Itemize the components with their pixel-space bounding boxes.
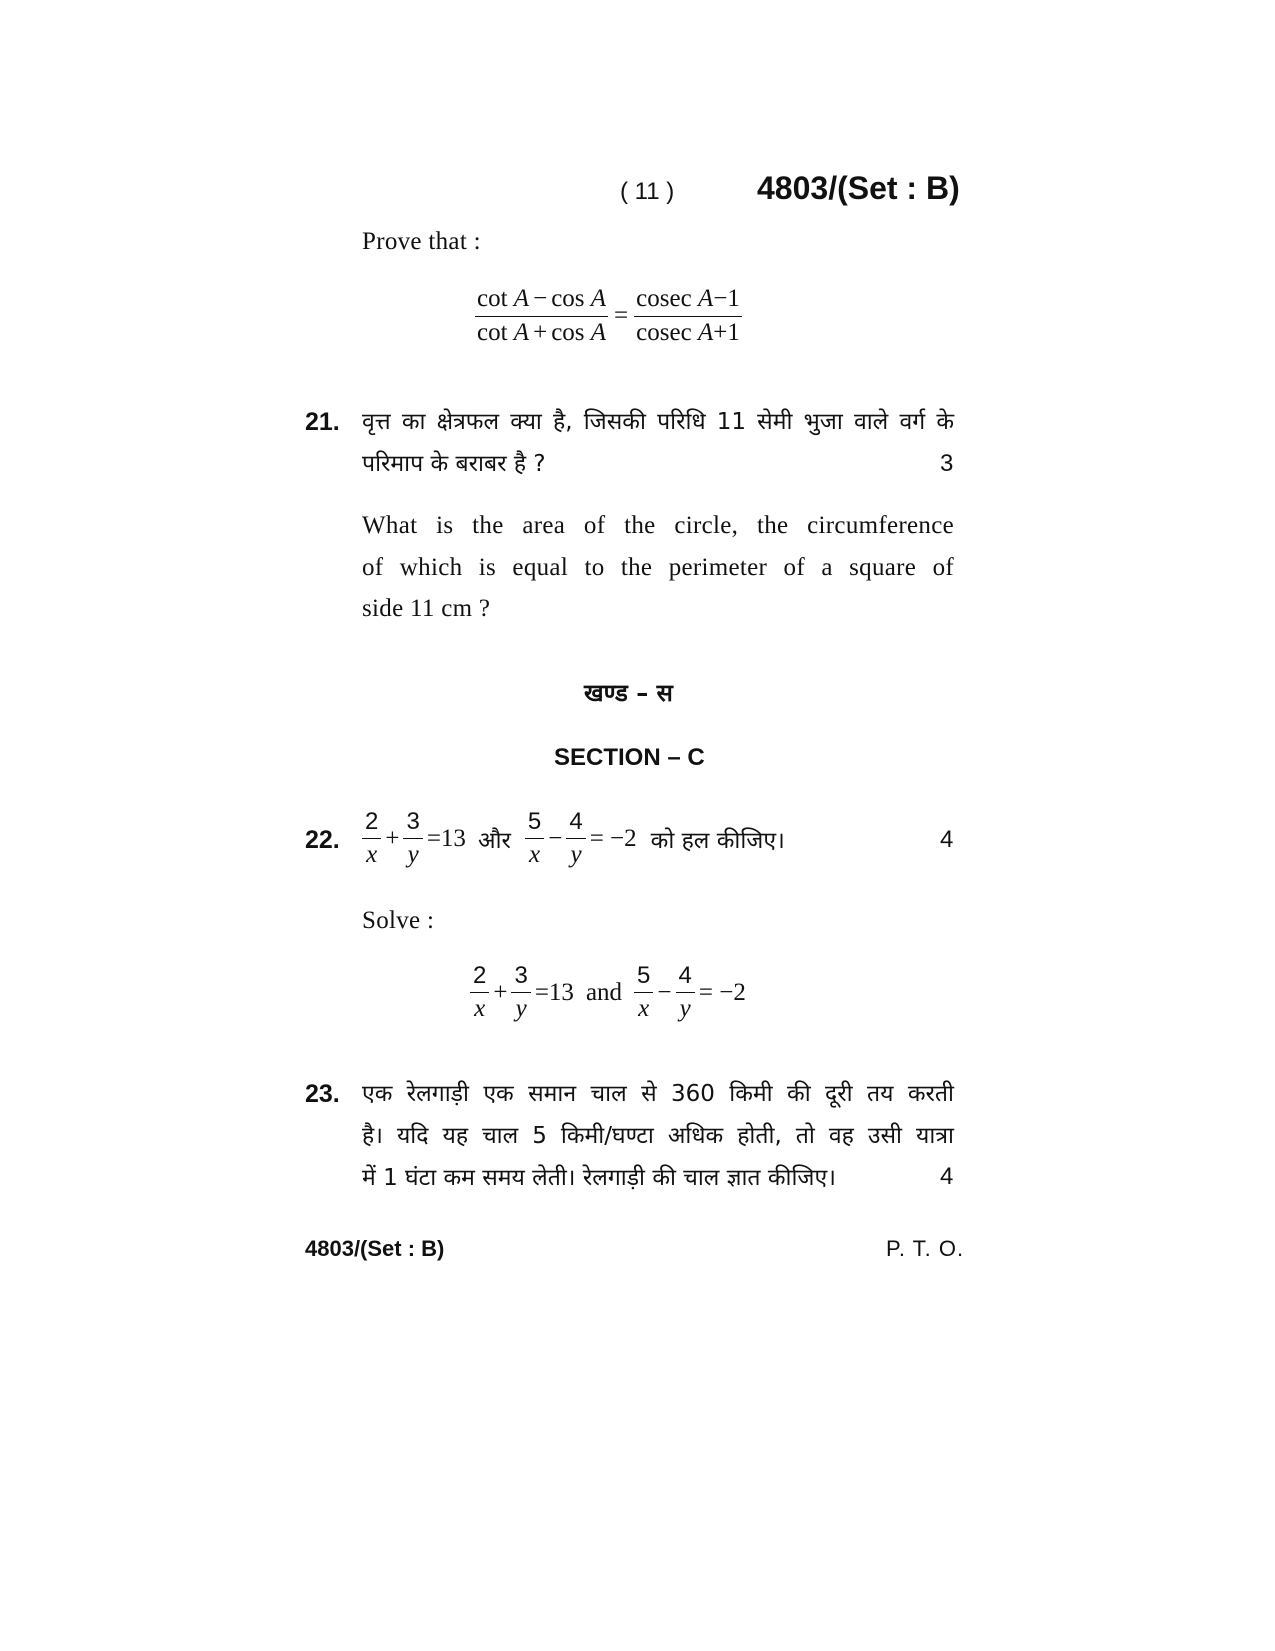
section-heading-hindi: खण्ड – स (584, 679, 673, 707)
paper-code-header: 4803/(Set : B) (757, 170, 960, 206)
question-23-line-3: में 1 घंटा कम समय लेती। रेलगाड़ी की चाल ज्ञात कीजिए। (362, 1165, 836, 1191)
question-21-english-line-2: of which is equal to the perimeter of a square of (362, 554, 954, 581)
section-heading-english: SECTION – C (554, 744, 705, 771)
fraction-4-over-y: $\frac{4}{y}$ (566, 808, 585, 869)
prove-that-label: Prove that : (362, 228, 481, 255)
equals-minus-2: = −2 (698, 978, 746, 1006)
equals-minus-2: = −2 (589, 824, 637, 852)
fraction-3-over-y: $\frac{3}{y}$ (403, 808, 422, 869)
minus-sign: − (548, 824, 563, 852)
question-21-hindi-line-2: परिमाप के बराबर है ? (362, 451, 546, 477)
rhs-fraction (634, 285, 742, 348)
fraction-5-over-x: $\frac{5}{x}$ (525, 808, 544, 869)
paper-code-footer: 4803/(Set : B) (305, 1236, 445, 1261)
question-23-marks: 4 (940, 1163, 954, 1190)
question-23-number: 23. (305, 1080, 340, 1108)
connector-and: and (585, 978, 623, 1006)
question-21-number: 21. (305, 408, 340, 436)
question-22-number: 22. (305, 826, 340, 854)
question-21-english-line-3: side 11 cm ? (362, 595, 491, 622)
minus-sign: − (657, 978, 672, 1006)
fraction-3-over-y: $\frac{3}{y}$ (511, 962, 530, 1023)
question-23-line-2: है। यदि यह चाल 5 किमी/घण्टा अधिक होती, तो वह उसी यात्रा (362, 1123, 954, 1149)
question-22-english-equation (470, 962, 750, 1023)
question-22-marks: 4 (940, 826, 954, 853)
connector-aur: और (477, 827, 511, 854)
rhs-numerator: cosec A−1 (634, 285, 742, 317)
plus-sign: + (493, 978, 508, 1006)
equals-13: =13 (534, 978, 574, 1006)
page-number: ( 11 ) (620, 178, 675, 205)
question-21-hindi-line-1: वृत्त का क्षेत्रफल क्या है, जिसकी परिधि 11 सेमी भुजा वाले वर्ग के (362, 409, 954, 435)
equals-13: =13 (426, 824, 466, 852)
please-turn-over: P. T. O. (886, 1236, 965, 1261)
lhs-numerator: cot A − cos A (475, 285, 608, 317)
lhs-fraction (475, 285, 608, 348)
fraction-2-over-x: $\frac{2}{x}$ (362, 808, 381, 869)
solve-label: Solve : (362, 907, 435, 934)
question-21-marks: 3 (940, 450, 954, 477)
rhs-denominator: cosec A+1 (636, 318, 740, 346)
identity-equals: = (614, 302, 629, 330)
instruction-solve-hindi: को हल कीजिए। (650, 827, 785, 854)
plus-sign: + (385, 824, 400, 852)
lhs-denominator: cot A + cos A (477, 318, 607, 346)
question-23-line-1: एक रेलगाड़ी एक समान चाल से 360 किमी की दूरी तय करती (362, 1081, 954, 1107)
fraction-4-over-y: $\frac{4}{y}$ (676, 962, 695, 1023)
question-21-english-line-1: What is the area of the circle, the circumference (362, 512, 954, 539)
question-22-hindi-equation (362, 808, 785, 869)
fraction-5-over-x: $\frac{5}{x}$ (634, 962, 653, 1023)
fraction-2-over-x: $\frac{2}{x}$ (470, 962, 489, 1023)
trig-identity-equation (475, 285, 742, 348)
